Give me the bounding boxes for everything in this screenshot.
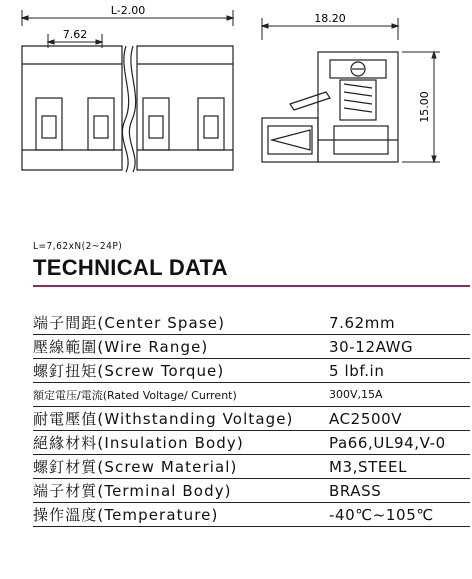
spec-label: 端子材質(Terminal Body) xyxy=(33,482,232,500)
spec-row-screw-material xyxy=(33,455,470,479)
spec-value: AC2500V xyxy=(329,409,403,428)
spec-value: -40℃~105℃ xyxy=(329,505,434,524)
spec-label: 額定電压/電流(Rated Voltage/ Current) xyxy=(33,388,237,402)
spec-row-wire-range xyxy=(33,335,470,359)
spec-row-withstanding xyxy=(33,407,470,431)
length-formula: L=7,62xN(2~24P) xyxy=(33,241,123,252)
side-height-label: 15.00 xyxy=(418,91,431,123)
technical-drawing xyxy=(0,0,472,230)
spec-row-temperature xyxy=(33,503,470,527)
spec-value: 30-12AWG xyxy=(329,337,414,356)
spec-label: 絕緣材料(Insulation Body) xyxy=(33,434,244,452)
front-length-label: L-2.00 xyxy=(110,4,146,17)
spec-label: 耐電壓值(Withstanding Voltage) xyxy=(33,410,294,428)
spec-value: 7.62mm xyxy=(329,313,396,332)
spec-label: 螺釘扭矩(Screw Torque) xyxy=(33,362,225,380)
pitch-label: 7.62 xyxy=(62,28,88,41)
spec-row-center-space xyxy=(33,311,470,335)
spec-row-screw-torque xyxy=(33,359,470,383)
spec-label: 操作溫度(Temperature) xyxy=(33,506,219,524)
section-heading: TECHNICAL DATA xyxy=(33,255,228,280)
spec-row-insulation xyxy=(33,431,470,455)
spec-value: 5 lbf.in xyxy=(329,361,385,380)
spec-row-rated xyxy=(33,383,470,407)
spec-value: Pa66,UL94,V-0 xyxy=(329,433,446,452)
side-width-label: 18.20 xyxy=(314,12,346,25)
spec-value: BRASS xyxy=(329,481,382,500)
spec-value: M3,STEEL xyxy=(329,457,408,476)
heading-rule xyxy=(33,285,470,287)
spec-label: 螺釘材質(Screw Material) xyxy=(33,458,238,476)
spec-label: 壓線範圍(Wire Range) xyxy=(33,338,209,356)
spec-row-terminal-body xyxy=(33,479,470,503)
spec-table xyxy=(33,311,470,527)
spec-label: 端子間距(Center Spase) xyxy=(33,314,226,332)
spec-value: 300V,15A xyxy=(329,388,383,401)
